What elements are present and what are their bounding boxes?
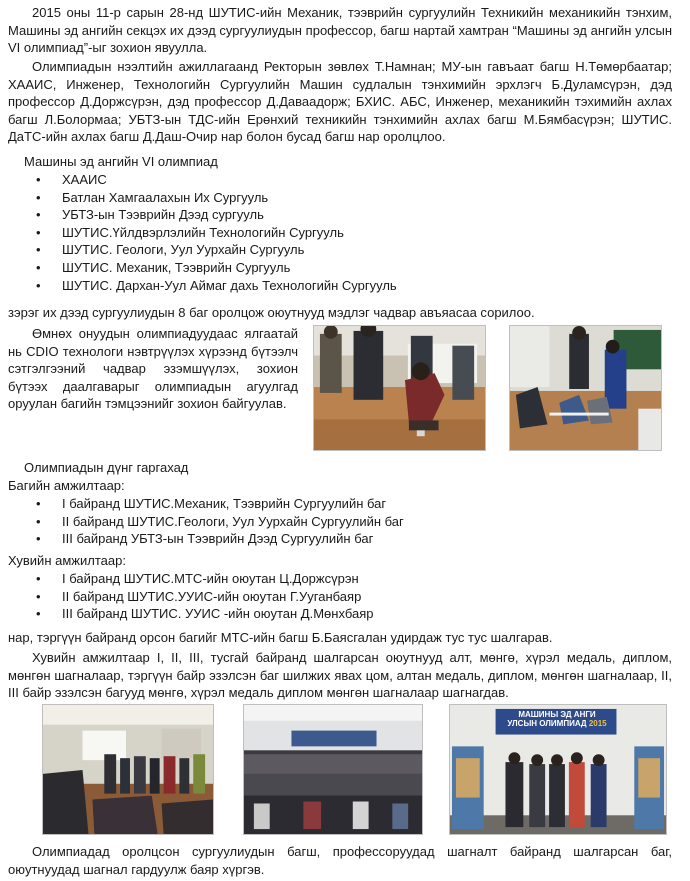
schools-summary: зэрэг их дээд сургуулиудын 8 баг оролцож оюутнууд мэдлэг чадвар авъяасаа сорилоо. xyxy=(8,305,535,320)
banner-line-1: МАШИНЫ ЭД АНГИ xyxy=(518,710,596,719)
organizers-paragraph: Олимпиадын нээлтийн ажиллагаанд Ректорын зөвлөх Т.Намнан; МУ-ын гавъаат багш Н.Төмөрбаатар; ХААИС, Инженер, Технологийн Сургуулийн Машин судлалын тэнхимийн эрхлэгч Б.Дуламсүрэн, дэд профессор Д.Доржсүрэн, дэд профессор Д.Даваадорж; БХИС. АБС, Инженер, механикийн тэхимийн ахлах багш Л.Болормаа; УБТЗ-ын ТДС-ийн Ерөнхий техникийн тэнхимийн ахлах багш М.Бямбасүрэн; ШУТИС. ДаТС-ийн ахлах багш Д.Даш-Очир нар болон бусад багш нар оролцлоо. xyxy=(8,59,672,145)
list-item: • УБТЗ-ын Тээврийн Дээд сургууль xyxy=(0,206,660,224)
team-results-list xyxy=(0,495,660,548)
banner-line-2: УЛСЫН ОЛИМПИАД xyxy=(507,719,587,728)
list-item: • Батлан Хамгаалахын Их Сургууль xyxy=(0,189,660,207)
list-item: • II байранд ШУТИС.Геологи, Уул Уурхайн Сургуулийн баг xyxy=(0,513,660,531)
list-item: • ШУТИС. Механик, Тээврийн Сургууль xyxy=(0,259,660,277)
list-item: • ШУТИС. Геологи, Уул Уурхайн Сургууль xyxy=(0,241,660,259)
closing-paragraph: Олимпиадад оролцсон сургуулиудын багш, профессоруудад шагналт байранд шалгарсан баг, оюутнуудад шагнал гардуулж баяр хүргэв. xyxy=(8,844,672,877)
team-results-heading: Багийн амжилтаар: xyxy=(8,478,125,493)
schools-list-heading: Машины эд ангийн VI олимпиад xyxy=(24,154,218,169)
list-item: • ШУТИС.Үйлдвэрлэлийн Технологийн Сургууль xyxy=(0,224,660,242)
individual-results-heading: Хувийн амжилтаар: xyxy=(8,553,126,568)
banner-year: 2015 xyxy=(588,719,607,728)
ceremony-photo-1 xyxy=(42,704,214,835)
ceremony-photo-winners xyxy=(449,704,667,835)
list-item: • III байранд ШУТИС. УУИС -ийн оюутан Д.Мөнхбаяр xyxy=(0,605,660,623)
list-item: • III байранд УБТЗ-ын Тээврийн Дээд Сургуулийн баг xyxy=(0,530,660,548)
schools-list xyxy=(0,171,660,294)
results-heading: Олимпиадын дүнг гаргахад xyxy=(24,460,189,475)
ceremony-photo-group xyxy=(243,704,423,835)
list-item: • ШУТИС. Дархан-Уул Аймаг дахь Технологийн Сургууль xyxy=(0,277,660,295)
banner-text xyxy=(496,710,618,728)
competition-photo-2 xyxy=(509,325,662,451)
intro-paragraph: 2015 оны 11-р сарын 28-нд ШУТИС-ийн Механик, тээврийн сургуулийн Техникийн механикийн тэнхим, Машины эд ангийн секцэх их дээд сургуулиудын профессор, багш нартай хамтран “Машины эд ангийн улсын VI олимпиад”-ыг зохион явуулла. xyxy=(8,5,672,56)
teacher-note: нар, тэргүүн байранд орсон багийг МТС-ийн багш Б.Баясгалан удирдаж тус тус шалгарав. xyxy=(8,630,553,645)
list-item: • ХААИС xyxy=(0,171,660,189)
individual-results-list xyxy=(0,570,660,623)
cdio-paragraph: Өмнөх онуудын олимпиадуудаас ялгаатай нь CDIO технологи нэвтрүүлэх хүрээнд бүтээлч сэтгэлгээний чадвар эзэмшүүлэх, зохион бүтээх даалгаварыг олимпиадын агуулгад оруулан багийн тэмцээнийг зохион байгуулав. xyxy=(8,326,298,412)
list-item: • I байранд ШУТИС.Механик, Тээврийн Сургуулийн баг xyxy=(0,495,660,513)
awards-paragraph: Хувийн амжилтаар I, II, III, тусгай байранд шалгарсан оюутнууд алт, мөнгө, хүрэл медаль, диплом, мөнгөн шагналаар, тэргүүн байр эзэлсэн баг шилжих явах цом, алтан медаль, диплом, мөнгөн шагналаар, II, III байр эзэлсэн багууд мөнгө, хүрэл медаль диплом мөнгөн шагналаар шагнагдав. xyxy=(8,650,672,701)
list-item: • I байранд ШУТИС.МТС-ийн оюутан Ц.Доржсүрэн xyxy=(0,570,660,588)
competition-photo-1 xyxy=(313,325,486,451)
list-item: • II байранд ШУТИС.УУИС-ийн оюутан Г.Ууганбаяр xyxy=(0,588,660,606)
